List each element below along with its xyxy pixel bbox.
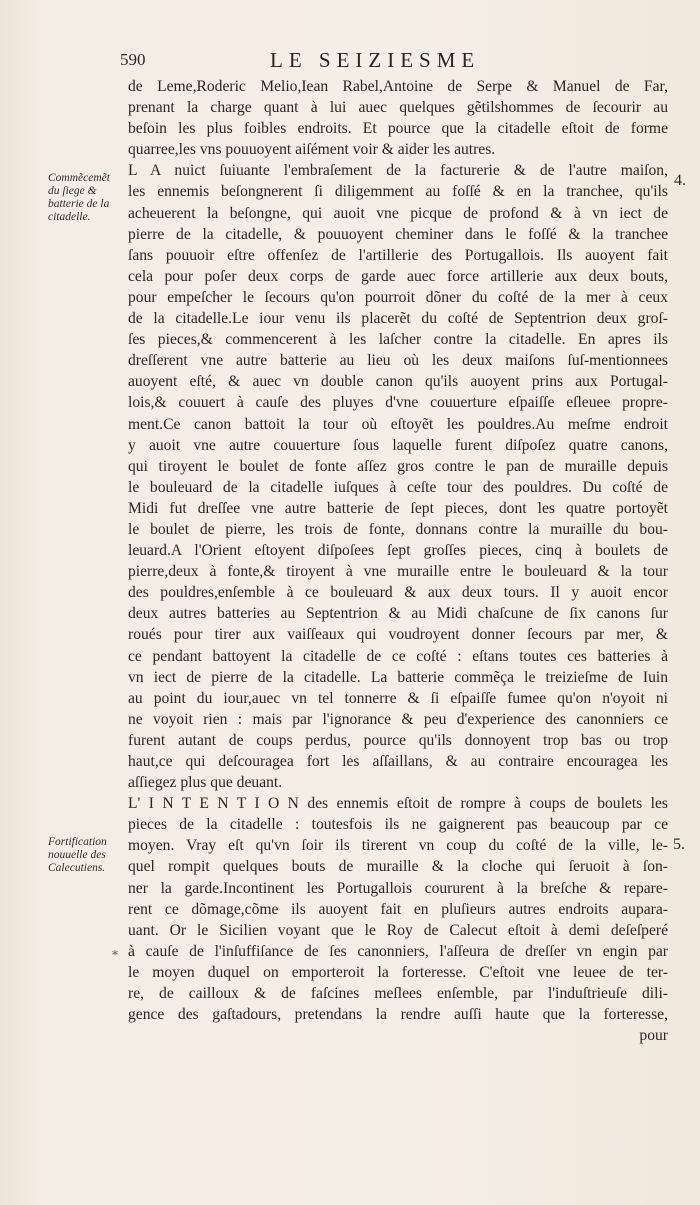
text-line: le bouleuard de la citadelle iuſques à ceſte tour des pouldres. Du coſté de [128, 478, 668, 496]
text-line: prenant la charge quant à lui auec quelques gẽtilshommes de ſecourir au [128, 99, 668, 117]
text-line: à cauſe de l'inſuffiſance de ſes canonniers, l'aſſeura de dreſſer vn engin par [128, 942, 668, 960]
text-line: uant. Or le Sicilien voyant que le Roy de Calecut eſtoit à demi deſeſperé [128, 921, 668, 939]
text-line: ne voyoit rien : mais par l'ignorance & peu d'experience des canonniers ce [128, 710, 668, 728]
text-line: leuard.A l'Orient eſtoyent diſpoſees ſept groſſes pieces, cinq à boulets de [128, 542, 668, 560]
text-line: roués pour tirer aux vaiſſeaux qui voudroyent donner ſecours par mer, & [128, 626, 668, 644]
text-line: ce pendant battoyent la citadelle de ce coſté : eſtans toutes ces batteries à [128, 647, 668, 665]
text-line: furent autant de coups perdus, pource qu'ils donnoyent trop bas ou trop [128, 731, 668, 749]
text-line: ner la garde.Incontinent les Portugallois coururent à la breſche & repare- [128, 879, 668, 897]
text-line: acheuerent la beſongne, qui auoit vne picque de profond & à vn iect de [128, 204, 668, 222]
text-line: lois,& couuert à cauſe des pluyes d'vne couuerture eſpaiſſe eſleuee propre- [128, 394, 668, 412]
text-line: ſans pouuoir eſtre offenſez de l'artillerie des Portugallois. Ils auoyent fait [128, 246, 668, 264]
text-line: Midi fut dreſſee vne autre batterie de ſept pieces, dont les quatre portoyẽt [128, 499, 668, 517]
text-line: ſes pieces,& commencerent à les laſcher contre la citadelle. En apres ils [128, 331, 668, 349]
sidenote-fortification [48, 836, 130, 875]
text-line: au point du iour,auec vn tel tonnerre & ſi eſpaiſſe fumee qu'on n'oyoit ni [128, 689, 668, 707]
text-line: auoyent eſté, & auec vn double canon qu'ils auoyent prins aux Portugal- [128, 373, 668, 391]
sidenote-line: batterie de la [48, 198, 110, 210]
text-line: L' I N T E N T I O N des ennemis eſtoit de rompre à coups de boulets les [128, 795, 668, 813]
text-line: re, de cailloux & de faſcines meſlees enſemble, par l'induſtrieuſe dili- [128, 985, 668, 1003]
text-line: quarree,les vns pouuoyent aiſément voir & aider les autres. [128, 141, 496, 159]
running-title: LE SEIZIESME [270, 48, 481, 72]
text-line: vn iect de pierre de la citadelle. La batterie commẽça le treizieſme de Iuin [128, 668, 668, 686]
text-line: pieces de la citadelle : toutesfois ils ne gaignerent pas beaucoup par ce [128, 816, 668, 834]
sidenote-line: Fortification [48, 836, 107, 848]
text-line: de Leme,Roderic Melio,Iean Rabel,Antoine de Serpe & Manuel de Far, [128, 78, 668, 95]
text-line: qui tiroyent le boulet de fonte aſſez gros contre le pan de muraille depuis [128, 457, 668, 475]
page-number: 590 [120, 50, 146, 69]
text-line: pierre de la citadelle, & pouuoyent cheminer dans le foſſé & la tranchee [128, 225, 668, 243]
text-line: haut,ce qui deſcouragea fort les aſſaillans, & au contraire encouragea les [128, 753, 668, 770]
text-line: les ennemis beſongnerent ſi diligemment au foſſé & en la tranchee, qu'ils [128, 183, 668, 201]
text-line: le boulet de pierre, les trois de fonte, donnans contre la muraille du bou- [128, 520, 668, 538]
text-line: moyen. Vray eſt qu'vn ſoir ils tirerent vn coup du coſté de la ville, le- [128, 837, 668, 855]
text-line: de la citadelle.Le iour venu ils placerẽt du coſté de Septentrion deux groſ- [128, 310, 668, 328]
text-line: des pouldres,enſemble à ce bouleuard & aux deux tours. Il y auoit encor [128, 584, 668, 602]
text-line: deux autres batteries au Septentrion & au Midi chaſcune de ſix canons ſur [128, 605, 668, 623]
text-line: quel rompit quelques bouts de muraille & la cloche qui ſeruoit à ſon- [128, 858, 668, 876]
marginal-mark: * [112, 948, 118, 962]
sidenote-line: citadelle. [48, 211, 91, 223]
text-line: pour empeſcher le ſecours qu'on pourroit dõner du coſté de la mer à ceux [128, 288, 668, 306]
text-line: cela pour poſer deux corps de garde auec force artillerie aux deux bouts, [128, 267, 668, 285]
text-line: le moyen duquel on emporteroit la forteresse. C'eſtoit vne leuee de ter- [128, 963, 668, 981]
text-line: ment.Ce canon battoit la tour où eſtoyẽt les pouldres.Au meſme endroit [128, 415, 668, 433]
text-line: dreſſerent vne autre batterie au lieu où les deux maiſons ſuſ-mentionnees [128, 352, 668, 370]
sidenote-line: Calecutiens. [48, 862, 106, 874]
text-line: rent ce dõmage,cõme ils auoyent fait en pluſieurs autres endroits aupara- [128, 900, 668, 918]
text-line: aſſiegez plus que deuant. [128, 774, 283, 792]
text-line: y auoit vne autre couuerture ſous laquelle furent diſpoſez quatre canons, [128, 436, 668, 454]
sidenote-line: nouuelle des [48, 849, 106, 861]
text-line: beſoin les plus foibles endroits. Et pource que la citadelle eſtoit de forme [128, 120, 668, 138]
body-text [128, 76, 668, 1046]
sidenote-line: du ſiege & [48, 185, 97, 197]
catchword: pour [639, 1027, 668, 1045]
paragraph-number-4: 4. [674, 172, 686, 189]
sidenote-line: Commẽcemẽt [48, 172, 110, 184]
sidenote-siege [48, 172, 130, 224]
text-line: L A nuict ſuiuante l'embraſement de la facturerie & de l'autre maiſon, [128, 162, 668, 180]
paragraph-number-5: 5. [673, 836, 685, 853]
text-line: gence des gaſtadours, pretendans la rendre auſſi haute que la forteresse, [128, 1006, 668, 1024]
text-line: pierre,deux à fonte,& tiroyent à vne muraille entre le bouleuard & la tour [128, 563, 668, 581]
page-header [120, 46, 675, 76]
